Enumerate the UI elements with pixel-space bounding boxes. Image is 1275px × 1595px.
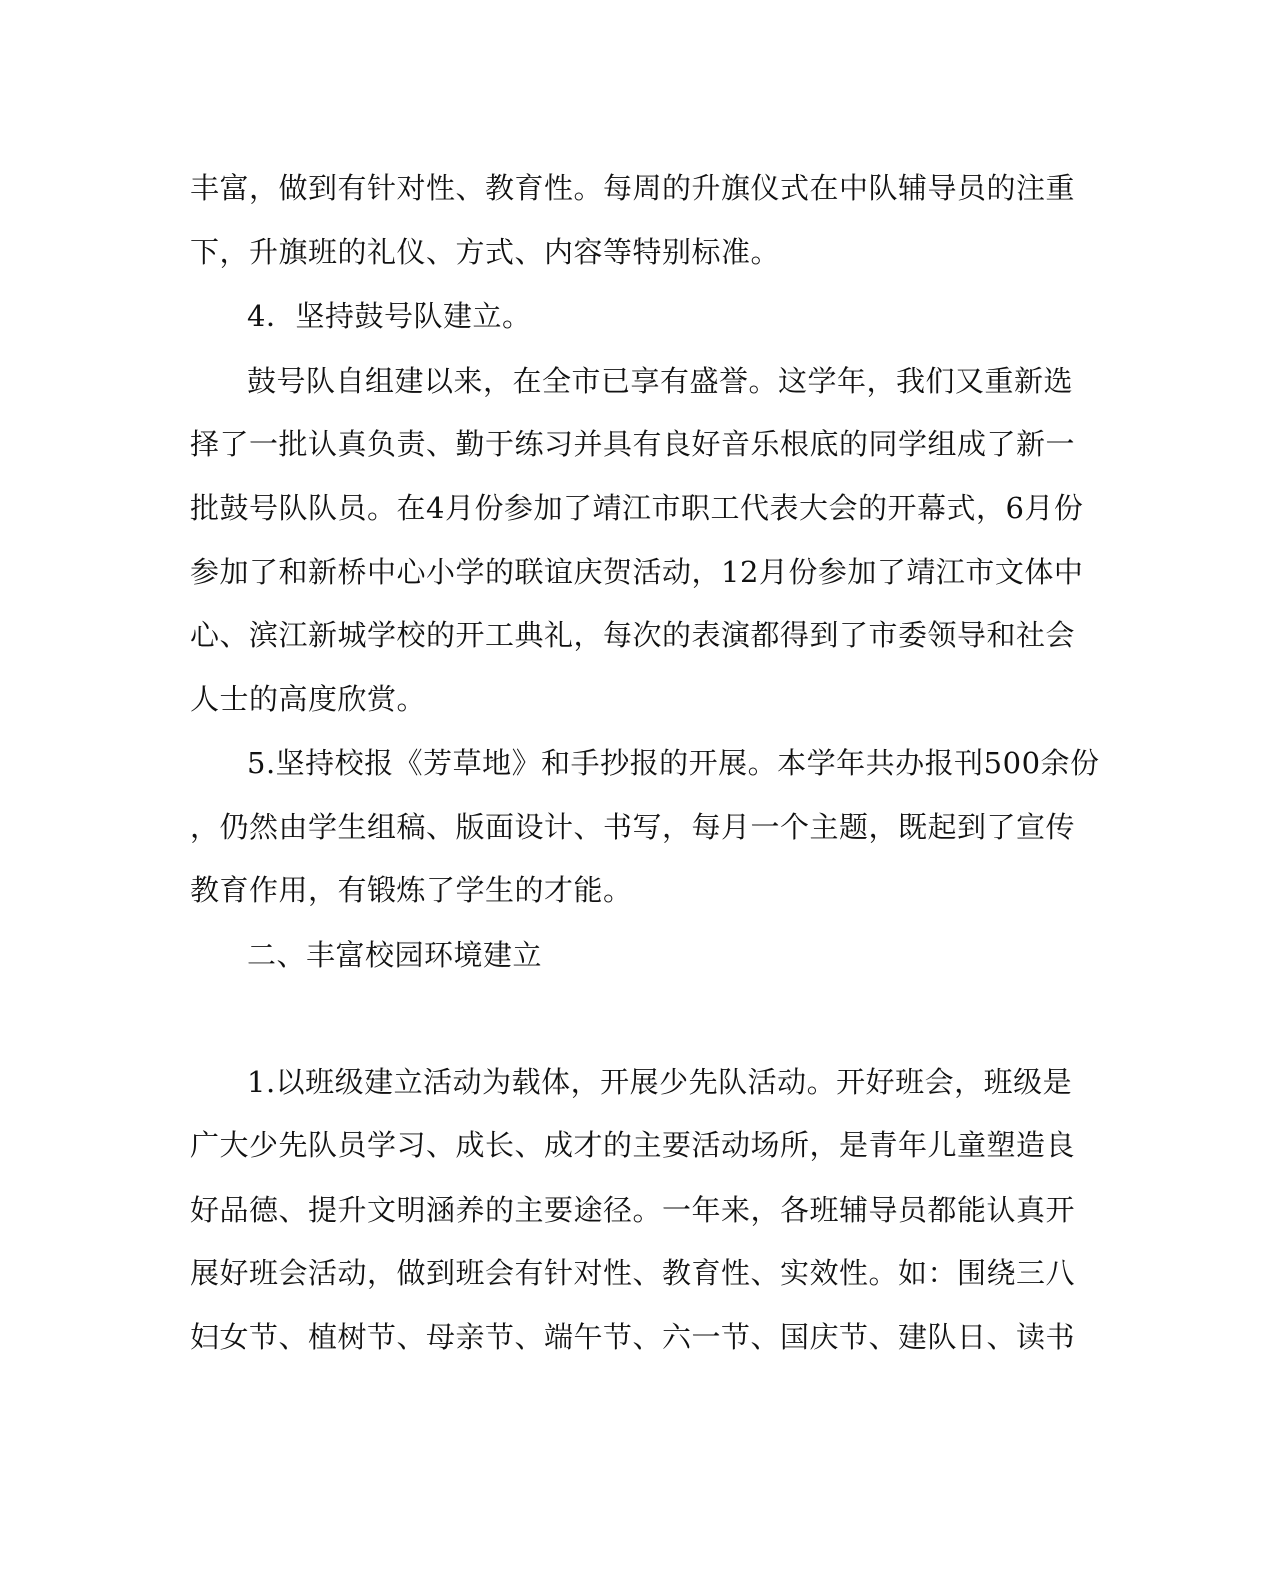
text-line: 教育作用，有锻炼了学生的才能。 xyxy=(190,873,633,907)
text-line: 人士的高度欣赏。 xyxy=(190,682,427,716)
text-line: 广大少先队员学习、成长、成才的主要活动场所，是青年儿童塑造良 xyxy=(190,1128,1076,1162)
section-heading: 4．坚持鼓号队建立。 xyxy=(247,299,532,333)
text-line: 好品德、提升文明涵养的主要途径。一年来，各班辅导员都能认真开 xyxy=(190,1193,1076,1227)
text-line: 1.以班级建立活动为载体，开展少先队活动。开好班会，班级是 xyxy=(247,1065,1073,1099)
text-line: 下，升旗班的礼仪、方式、内容等特别标准。 xyxy=(190,235,781,269)
text-line: 批鼓号队队员。在4月份参加了靖江市职工代表大会的开幕式，6月份 xyxy=(190,491,1084,525)
text-line: 鼓号队自组建以来，在全市已享有盛誉。这学年，我们又重新选 xyxy=(247,364,1074,398)
text-line: 心、滨江新城学校的开工典礼，每次的表演都得到了市委领导和社会 xyxy=(190,618,1076,652)
text-line: 展好班会活动，做到班会有针对性、教育性、实效性。如：围绕三八 xyxy=(190,1256,1076,1290)
section-heading: 二、丰富校园环境建立 xyxy=(247,938,543,972)
text-line: 妇女节、植树节、母亲节、端午节、六一节、国庆节、建队日、读书 xyxy=(190,1320,1076,1354)
text-line: 5.坚持校报《芳草地》和手抄报的开展。本学年共办报刊500余份 xyxy=(247,746,1100,780)
text-line: ，仍然由学生组稿、版面设计、书写，每月一个主题，既起到了宣传 xyxy=(190,810,1076,844)
text-line: 择了一批认真负责、勤于练习并具有良好音乐根底的同学组成了新一 xyxy=(190,427,1076,461)
text-line: 丰富，做到有针对性、教育性。每周的升旗仪式在中队辅导员的注重 xyxy=(190,171,1076,205)
text-line: 参加了和新桥中心小学的联谊庆贺活动，12月份参加了靖江市文体中 xyxy=(190,555,1084,589)
